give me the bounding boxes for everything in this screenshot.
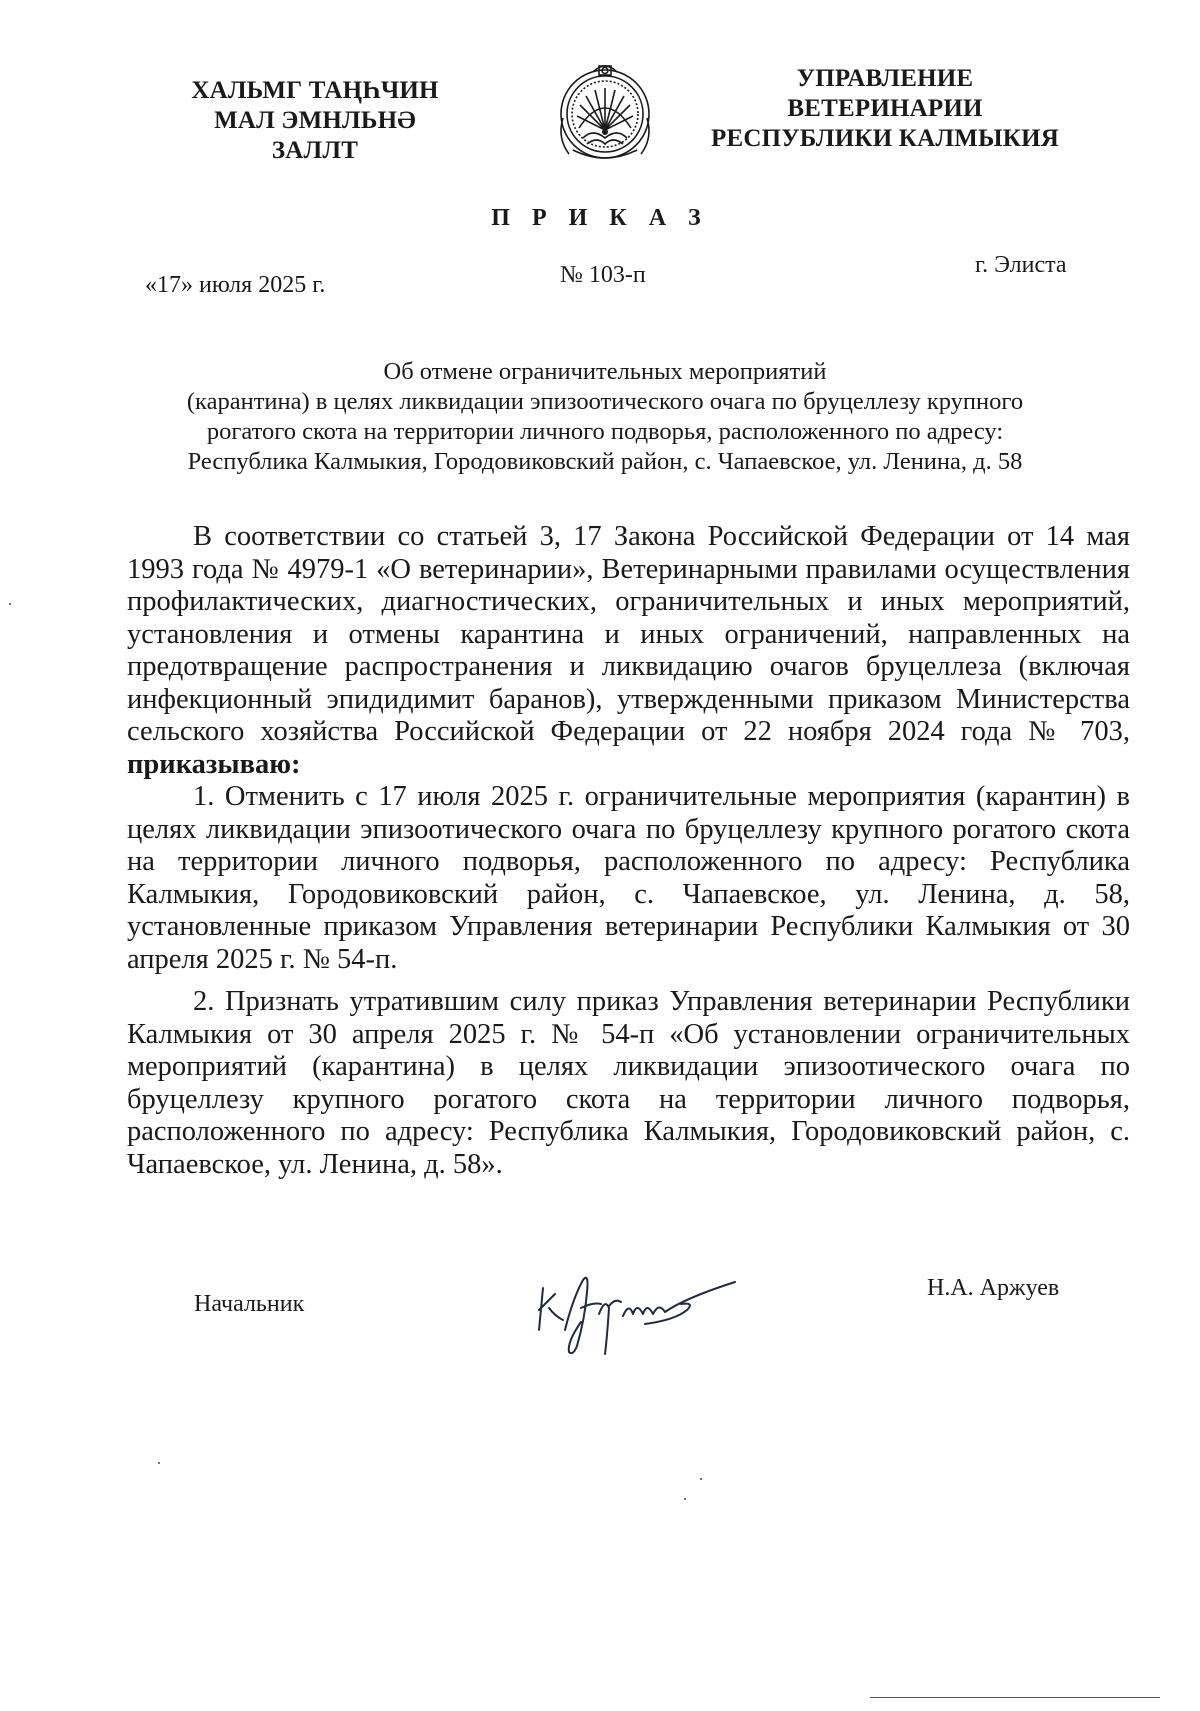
kalmykia-coat-of-arms-icon [553,58,657,172]
signatory-name: Н.А. Аржуев [927,1275,1060,1301]
header-kalmyk-name [150,76,480,166]
header-russian-name [695,64,1075,154]
order-number: № 103-п [560,262,646,288]
signatory-position: Начальник [194,1291,305,1317]
subject-line: Республика Калмыкия, Городовиковский район, с. Чапаевское, ул. Ленина, д. 58 [187,448,1023,475]
header-left-line: ЗАЛЛТ [271,137,359,164]
order-item-2: 2. Признать утратившим силу приказ Управления ветеринарии Республики Калмыкия от 30 апреля 2025 г. № 54-п «Об установлении ограничительных мероприятий (карантина) в целях ликвидации эпизоотического очага по бруцеллезу крупного рогатого скота на территории личного подворья, расположенного по адресу: Республика Калмыкия, Городовиковский район, с. Чапаевское, ул. Ленина, д. 58». [127,986,1130,1180]
subject-line: рогатого скота на территории личного подворья, расположенного по адресу: [206,418,1004,445]
order-word: приказываю: [127,748,301,780]
subject-line: Об отмене ограничительных мероприятий [383,358,827,385]
order-city: г. Элиста [975,252,1067,278]
preamble-text: В соответствии со статьей 3, 17 Закона Российской Федерации от 14 мая 1993 года № 4979-1 «О ветеринарии», Ветеринарными правилами осуществления профилактических, диагностических, ограничительных и иных мероприятий, установления и отмены карантина и иных ограничений, направленных на предотвращение распространения и ликвидацию очагов бруцеллеза (включая инфекционный эпидидимит баранов), утвержденными приказом Министерства сельского хозяйства Российской Федерации от 22 ноября 2024 года № 703, [127,521,1130,747]
scan-speck [9,603,11,605]
scan-speck [158,1462,160,1464]
handwritten-signature-icon [525,1258,750,1368]
subject-line: (карантина) в целях ликвидации эпизоотического очага по бруцеллезу крупного [186,388,1024,415]
header-right-line: ВЕТЕРИНАРИИ [787,95,983,122]
order-body [127,521,1130,1181]
header-right-line: УПРАВЛЕНИЕ [796,65,974,92]
order-date: «17» июля 2025 г. [145,272,326,298]
header-left-line: ХАЛЬМГ ТАҢҺЧИН [191,77,439,104]
header-right-line: РЕСПУБЛИКИ КАЛМЫКИЯ [711,125,1059,152]
scan-speck [684,1498,686,1500]
document-title: П Р И К А З [491,205,709,231]
order-item-1: 1. Отменить с 17 июля 2025 г. ограничительные мероприятия (карантин) в целях ликвидации эпизоотического очага по бруцеллезу крупного рогатого скота на территории личного подворья, расположенного по адресу: Республика Калмыкия, Городовиковский район, с. Чапаевское, ул. Ленина, д. 58, установленные приказом Управления ветеринарии Республики Калмыкия от 30 апреля 2025 г. № 54-п. [127,781,1130,975]
header-left-line: МАЛ ЭМНЛЬНӘ [214,107,416,134]
order-subject [165,357,1045,477]
scan-edge-line [870,1697,1160,1698]
scan-speck [700,1478,702,1480]
preamble-paragraph [127,521,1130,781]
